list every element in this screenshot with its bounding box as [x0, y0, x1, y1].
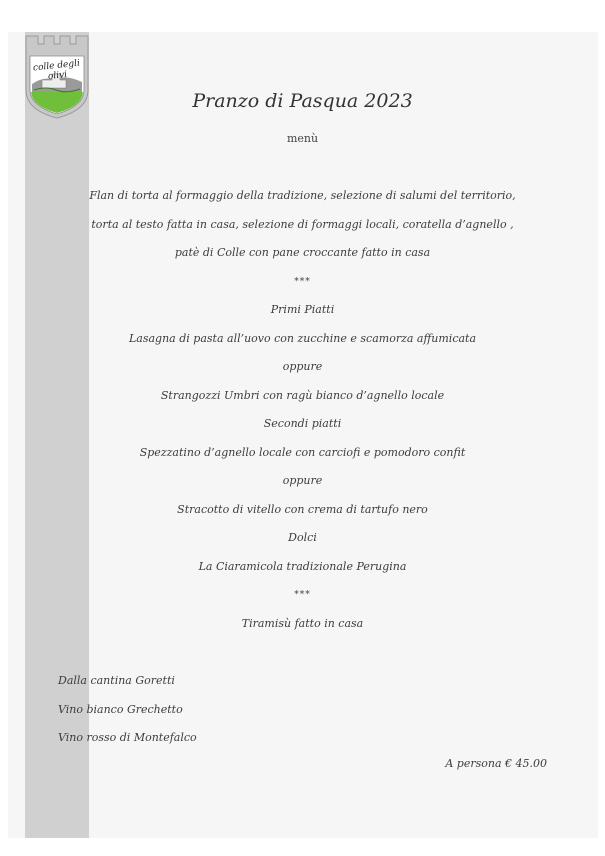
menu-line: torta al testo fatta in casa, selezione di formaggi locali, coratella d’agnello ,	[91, 217, 514, 231]
menu-courses	[0, 186, 605, 642]
menu-subtitle: menù	[286, 132, 319, 145]
menu-line: La Ciaramicola tradizionale Perugina	[198, 559, 407, 573]
menu-line: Stracotto di vitello con crema di tartufo nero	[177, 502, 428, 516]
menu-line: Tiramisù fatto in casa	[241, 616, 364, 630]
wine-list	[58, 671, 197, 757]
menu-line: Lasagna di pasta all’uovo con zucchine e scamorza affumicata	[128, 331, 477, 345]
menu-line: Flan di torta al formaggio della tradizione, selezione di salumi del territorio,	[89, 189, 516, 202]
menu-line: oppure	[282, 474, 323, 487]
course-heading: Secondi piatti	[263, 417, 342, 430]
price-per-person: A persona € 45.00	[445, 757, 547, 770]
wine-line: Vino rosso di Montefalco	[58, 731, 197, 744]
wine-line: Vino bianco Grechetto	[58, 702, 183, 716]
course-heading: Primi Piatti	[270, 303, 335, 316]
menu-line: Strangozzi Umbri con ragù bianco d’agnello locale	[160, 388, 445, 402]
wine-line: Dalla cantina Goretti	[58, 674, 175, 687]
course-heading: Dolci	[288, 531, 317, 544]
menu-line: oppure	[282, 360, 323, 373]
logo-wordmark: colle degli olivi	[32, 58, 81, 82]
menu-line: Spezzatino d’agnello locale con carciofi e pomodoro confit	[139, 445, 466, 459]
menu-separator: ***	[294, 590, 311, 600]
menu-line: patè di Colle con pane croccante fatto in casa	[174, 246, 431, 259]
menu-separator: ***	[294, 276, 311, 287]
page-title: Pranzo di Pasqua 2023	[192, 90, 413, 112]
